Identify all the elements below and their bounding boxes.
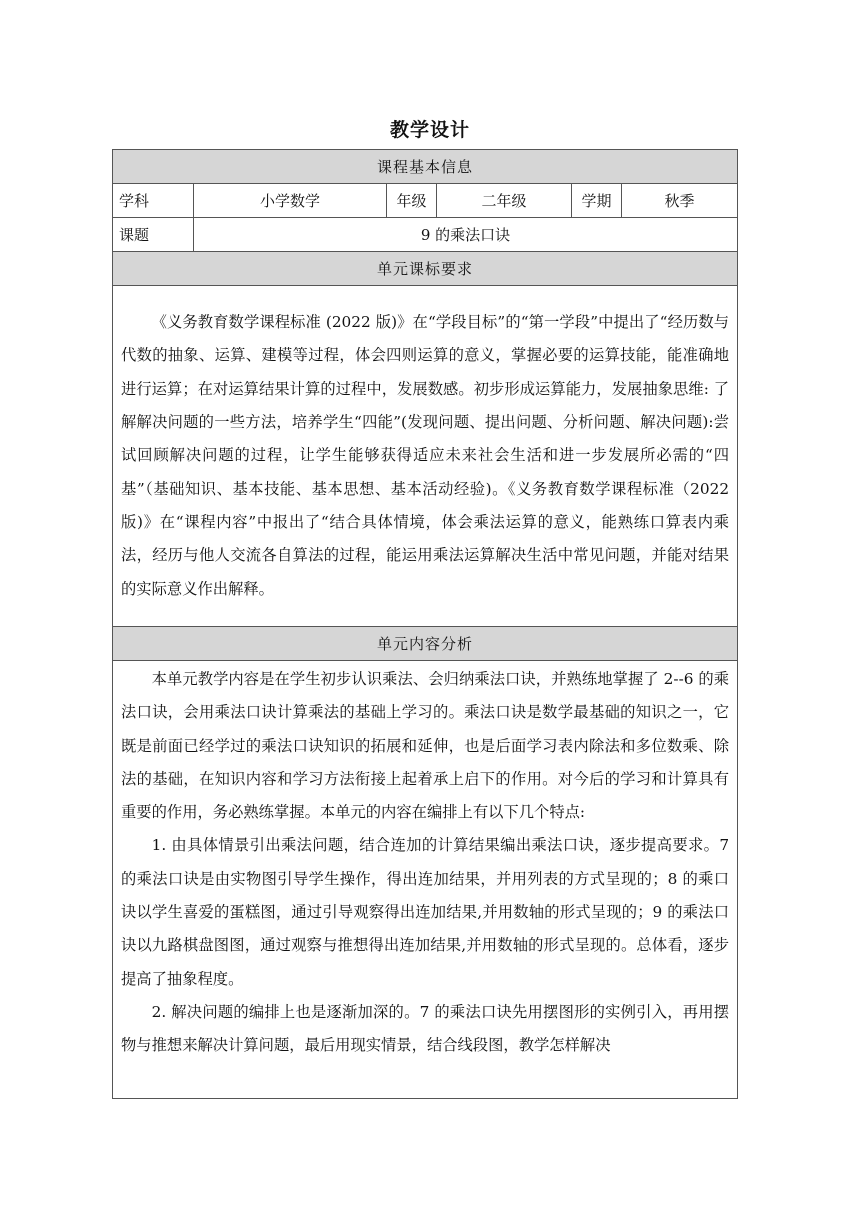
analysis-row — [113, 661, 738, 1099]
standards-text: 《义务教育数学课程标准 (2022 版)》在“学段目标”的“第一学段”中提出了“经历数与代数的抽象、运算、建模等过程，体会四则运算的意义，掌握必要的运算技能，能准确地进行运算；在对运算结果计算的过程中，发展数感。初步形成运算能力，发展抽象思维: 了解解决问题的一些方法，培养学生“四能”(发现问题、提出问题、分析问题、解决问题):尝试回顾解决问题的过程，让学生能够获得适应未来社会生活和进一步发展所必需的“四基”（基础知识、基本技能、基本思想、基本活动经验)。《义务教育数学课程标准（2022 版)》在“课程内容”中报出了“结合具体情境，体会乘法运算的意义，能熟练口算表内乘法，经历与他人交流各自算法的过程，能运用乘法运算解决生活中常见问题，并能对结果的实际意义作出解释。 — [121, 313, 730, 598]
analysis-header: 单元内容分析 — [113, 627, 738, 661]
topic-value: 9 的乘法口诀 — [194, 218, 738, 252]
standards-row — [113, 286, 738, 627]
document-title: 教学设计 — [389, 119, 470, 141]
lesson-design-table — [112, 149, 738, 1099]
topic-label: 课题 — [113, 218, 194, 252]
analysis-header-row — [113, 627, 738, 661]
subject-value: 小学数学 — [194, 184, 387, 218]
grade-value: 二年级 — [437, 184, 572, 218]
subject-row — [113, 184, 738, 218]
analysis-paragraph-2: 1. 由具体情景引出乘法问题，结合连加的计算结果编出乘法口诀，逐步提高要求。7 的乘法口诀是由实物图引导学生操作，得出连加结果，并用列表的方式呈现的；8 的乘口诀以学生喜爱的蛋糕图，通过引导观察得出连加结果,并用数轴的形式呈现的；9 的乘法口诀以九路棋盘图图，通过观察与推想得出连加结果,并用数轴的形式呈现的。总体看，逐步提高了抽象程度。 — [121, 836, 730, 988]
grade-label: 年级 — [387, 184, 437, 218]
term-value: 秋季 — [622, 184, 738, 218]
subject-label: 学科 — [113, 184, 194, 218]
standards-header-row — [113, 252, 738, 286]
topic-row — [113, 218, 738, 252]
basic-info-header: 课程基本信息 — [113, 150, 738, 184]
basic-info-header-row — [113, 150, 738, 184]
standards-header: 单元课标要求 — [113, 252, 738, 286]
term-label: 学期 — [572, 184, 622, 218]
analysis-paragraph-1: 本单元教学内容是在学生初步认识乘法、会归纳乘法口诀，并熟练地掌握了 2--6 的乘法口诀，会用乘法口诀计算乘法的基础上学习的。乘法口诀是数学最基础的知识之一，它既是前面已经学过的乘法口诀知识的拓展和延伸，也是后面学习表内除法和多位数乘、除法的基础，在知识内容和学习方法衔接上起着承上启下的作用。对今后的学习和计算具有重要的作用，务必熟练掌握。本单元的内容在编排上有以下几个特点: — [121, 670, 730, 822]
analysis-paragraph-3: 2. 解决问题的编排上也是逐渐加深的。7 的乘法口诀先用摆图形的实例引入，再用摆物与推想来解决计算问题，最后用现实情景，结合线段图，教学怎样解决 — [121, 1002, 730, 1055]
